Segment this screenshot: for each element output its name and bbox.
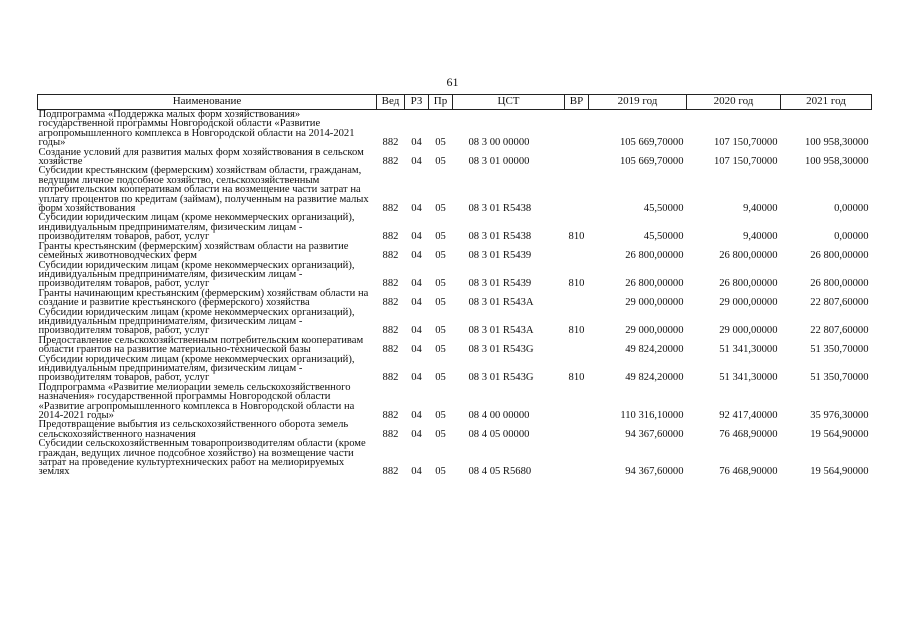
row-cst: 08 3 01 R543A xyxy=(468,325,534,337)
row-cst: 08 3 01 00000 xyxy=(468,156,530,168)
row-cst: 08 3 01 R543G xyxy=(468,372,534,384)
row-2019: 45,50000 xyxy=(643,203,684,215)
table-row xyxy=(38,110,872,148)
row-2021: 19 564,90000 xyxy=(810,466,869,478)
row-rz: 04 xyxy=(411,344,422,356)
row-name: Субсидии сельскохозяйственным товаропроизводителям области (кроме граждан, ведущих личное подсобное хозяйство) на возмещение части затрат на проведение культуртехнических работ на мелиорируемых землях xyxy=(38,438,366,478)
table-row xyxy=(38,439,872,477)
row-2019: 26 800,00000 xyxy=(625,278,684,290)
page-number: 61 xyxy=(446,75,459,89)
header-ved: Вед xyxy=(377,95,405,110)
row-cst: 08 3 01 R5439 xyxy=(468,278,532,290)
row-cst: 08 3 01 R543A xyxy=(468,297,534,309)
header-2020: 2020 год xyxy=(687,95,781,110)
row-2021: 26 800,00000 xyxy=(810,278,869,290)
row-cst: 08 4 05 R5680 xyxy=(468,466,532,478)
row-ved: 882 xyxy=(382,137,399,149)
row-pr: 05 xyxy=(435,156,446,168)
table-row xyxy=(38,261,872,289)
row-2019: 94 367,60000 xyxy=(625,428,684,440)
row-name: Субсидии юридическим лицам (кроме некоммерческих организаций), индивидуальным предпринимателям, физическим лицам - производителям товаров, работ, услуг xyxy=(38,306,355,337)
row-name: Гранты крестьянским (фермерским) хозяйствам области на развитие семейных животноводческих ферм xyxy=(38,240,349,262)
row-vr xyxy=(565,383,589,421)
row-2020: 51 341,30000 xyxy=(719,344,778,356)
row-pr: 05 xyxy=(435,203,446,215)
row-2019: 29 000,00000 xyxy=(625,325,684,337)
row-rz: 04 xyxy=(411,410,422,421)
header-name: Наименование xyxy=(38,95,377,110)
row-2020: 51 341,30000 xyxy=(719,372,778,384)
table-row xyxy=(38,242,872,261)
row-vr xyxy=(565,110,589,148)
row-2021: 51 350,70000 xyxy=(810,344,869,356)
row-2021: 26 800,00000 xyxy=(810,250,869,262)
row-cst: 08 4 05 00000 xyxy=(468,428,530,440)
row-2019: 29 000,00000 xyxy=(625,297,684,309)
row-vr xyxy=(565,242,589,261)
row-ved: 882 xyxy=(382,325,399,337)
row-2021: 22 807,60000 xyxy=(810,297,869,309)
budget-table xyxy=(37,94,872,477)
row-ved: 882 xyxy=(382,156,399,168)
row-pr: 05 xyxy=(435,466,446,478)
row-2021: 22 807,60000 xyxy=(810,325,869,337)
row-rz: 04 xyxy=(411,372,422,384)
table-row xyxy=(38,148,872,167)
row-rz: 04 xyxy=(411,428,422,440)
row-ved: 882 xyxy=(382,428,399,440)
row-name: Предотвращение выбытия из сельскохозяйственного оборота земель сельскохозяйственного назначения xyxy=(38,419,349,440)
row-pr: 05 xyxy=(435,278,446,290)
row-vr: 810 xyxy=(568,372,585,384)
row-2020: 9,40000 xyxy=(743,203,778,215)
row-rz: 04 xyxy=(411,250,422,262)
header-cst: ЦСТ xyxy=(453,95,565,110)
row-2021: 0,00000 xyxy=(834,203,869,215)
row-2021: 100 958,30000 xyxy=(804,156,869,168)
row-2020: 29 000,00000 xyxy=(719,297,778,309)
row-rz: 04 xyxy=(411,203,422,215)
table-row xyxy=(38,166,872,213)
row-rz: 04 xyxy=(411,466,422,478)
row-rz: 04 xyxy=(411,156,422,168)
row-vr xyxy=(565,166,589,213)
row-vr xyxy=(565,336,589,355)
row-name: Субсидии юридическим лицам (кроме некоммерческих организаций), индивидуальным предпринимателям, физическим лицам - производителям товаров, работ, услуг xyxy=(38,212,355,243)
row-2019: 105 669,70000 xyxy=(619,156,684,168)
table-row xyxy=(38,355,872,383)
header-2021: 2021 год xyxy=(781,95,872,110)
row-2020: 107 150,70000 xyxy=(713,137,778,149)
table-row xyxy=(38,213,872,241)
row-pr: 05 xyxy=(435,137,446,149)
row-2021: 51 350,70000 xyxy=(810,372,869,384)
row-2019: 26 800,00000 xyxy=(625,250,684,262)
table-row xyxy=(38,289,872,308)
header-rz: РЗ xyxy=(405,95,429,110)
row-pr: 05 xyxy=(435,297,446,309)
row-2021: 100 958,30000 xyxy=(804,137,869,149)
row-2020: 26 800,00000 xyxy=(719,250,778,262)
row-name: Подпрограмма «Поддержка малых форм хозяйствования» государственной программы Новгородской области «Развитие агропромышленного комплекса в Новгородской области на 2014-2021 годы» xyxy=(38,109,355,149)
row-cst: 08 3 01 R5439 xyxy=(468,250,532,262)
row-name: Субсидии юридическим лицам (кроме некоммерческих организаций), индивидуальным предпринимателям, физическим лицам - производителям товаров, работ, услуг xyxy=(38,259,355,290)
row-pr: 05 xyxy=(435,410,446,421)
header-pr: Пр xyxy=(429,95,453,110)
row-2019: 49 824,20000 xyxy=(625,372,684,384)
row-cst: 08 3 01 R543G xyxy=(468,344,534,356)
row-2021: 19 564,90000 xyxy=(810,428,869,440)
row-vr: 810 xyxy=(568,231,585,243)
row-name: Подпрограмма «Развитие мелиорации земель сельскохозяйственного назначения» государственной программы Новгородской области «Развитие агропромышленного комплекса в Новгородской области на 2014-2021 годы» xyxy=(38,381,355,421)
row-ved: 882 xyxy=(382,466,399,478)
row-vr xyxy=(565,439,589,477)
row-2019: 94 367,60000 xyxy=(625,466,684,478)
row-cst: 08 3 01 R5438 xyxy=(468,231,532,243)
table-row xyxy=(38,383,872,421)
row-pr: 05 xyxy=(435,344,446,356)
row-pr: 05 xyxy=(435,250,446,262)
row-2019: 110 316,10000 xyxy=(620,410,684,421)
row-ved: 882 xyxy=(382,344,399,356)
row-2020: 26 800,00000 xyxy=(719,278,778,290)
row-2020: 76 468,90000 xyxy=(719,428,778,440)
table-header-row xyxy=(38,95,872,110)
row-name: Создание условий для развития малых форм хозяйствования в сельском хозяйстве xyxy=(38,146,364,168)
row-name: Субсидии крестьянским (фермерским) хозяйствам области, гражданам, ведущим личное подсобное хозяйство, сельскохозяйственным потребительским кооперативам области на возмещение части затрат на уплату процентов по кредитам (займам), полученным на развитие малых форм хозяйствования xyxy=(38,165,369,215)
row-ved: 882 xyxy=(382,250,399,262)
header-vr: ВР xyxy=(565,95,589,110)
row-vr: 810 xyxy=(568,278,585,290)
row-cst: 08 3 01 R5438 xyxy=(468,203,532,215)
row-ved: 882 xyxy=(382,278,399,290)
row-2019: 45,50000 xyxy=(643,231,684,243)
row-rz: 04 xyxy=(411,231,422,243)
row-2019: 105 669,70000 xyxy=(619,137,684,149)
row-ved: 882 xyxy=(382,410,399,421)
row-rz: 04 xyxy=(411,137,422,149)
row-vr: 810 xyxy=(568,325,585,337)
row-name: Предоставление сельскохозяйственным потребительским кооперативам области грантов на развитие материально-технической базы xyxy=(38,334,364,356)
row-2020: 92 417,40000 xyxy=(719,410,778,421)
table-body xyxy=(38,110,872,477)
row-rz: 04 xyxy=(411,278,422,290)
table-row xyxy=(38,336,872,355)
row-pr: 05 xyxy=(435,372,446,384)
row-name: Субсидии юридическим лицам (кроме некоммерческих организаций), индивидуальным предпринимателям, физическим лицам - производителям товаров, работ, услуг xyxy=(38,353,355,384)
row-ved: 882 xyxy=(382,372,399,384)
row-2020: 9,40000 xyxy=(743,231,778,243)
row-vr xyxy=(565,289,589,308)
row-2021: 35 976,30000 xyxy=(810,410,869,421)
row-name: Гранты начинающим крестьянским (фермерским) хозяйствам области на создание и развитие крестьянского (фермерского) хозяйства xyxy=(38,287,369,309)
table-row xyxy=(38,308,872,336)
row-rz: 04 xyxy=(411,325,422,337)
row-ved: 882 xyxy=(382,231,399,243)
row-cst: 08 4 00 00000 xyxy=(468,410,530,421)
table-row xyxy=(38,420,872,439)
row-2020: 76 468,90000 xyxy=(719,466,778,478)
row-rz: 04 xyxy=(411,297,422,309)
row-2021: 0,00000 xyxy=(834,231,869,243)
row-cst: 08 3 00 00000 xyxy=(468,137,530,149)
row-ved: 882 xyxy=(382,297,399,309)
row-ved: 882 xyxy=(382,203,399,215)
row-vr xyxy=(565,148,589,167)
row-2020: 107 150,70000 xyxy=(713,156,778,168)
row-2019: 49 824,20000 xyxy=(625,344,684,356)
row-pr: 05 xyxy=(435,325,446,337)
row-pr: 05 xyxy=(435,428,446,440)
row-vr xyxy=(565,420,589,439)
header-2019: 2019 год xyxy=(589,95,687,110)
row-2020: 29 000,00000 xyxy=(719,325,778,337)
row-pr: 05 xyxy=(435,231,446,243)
